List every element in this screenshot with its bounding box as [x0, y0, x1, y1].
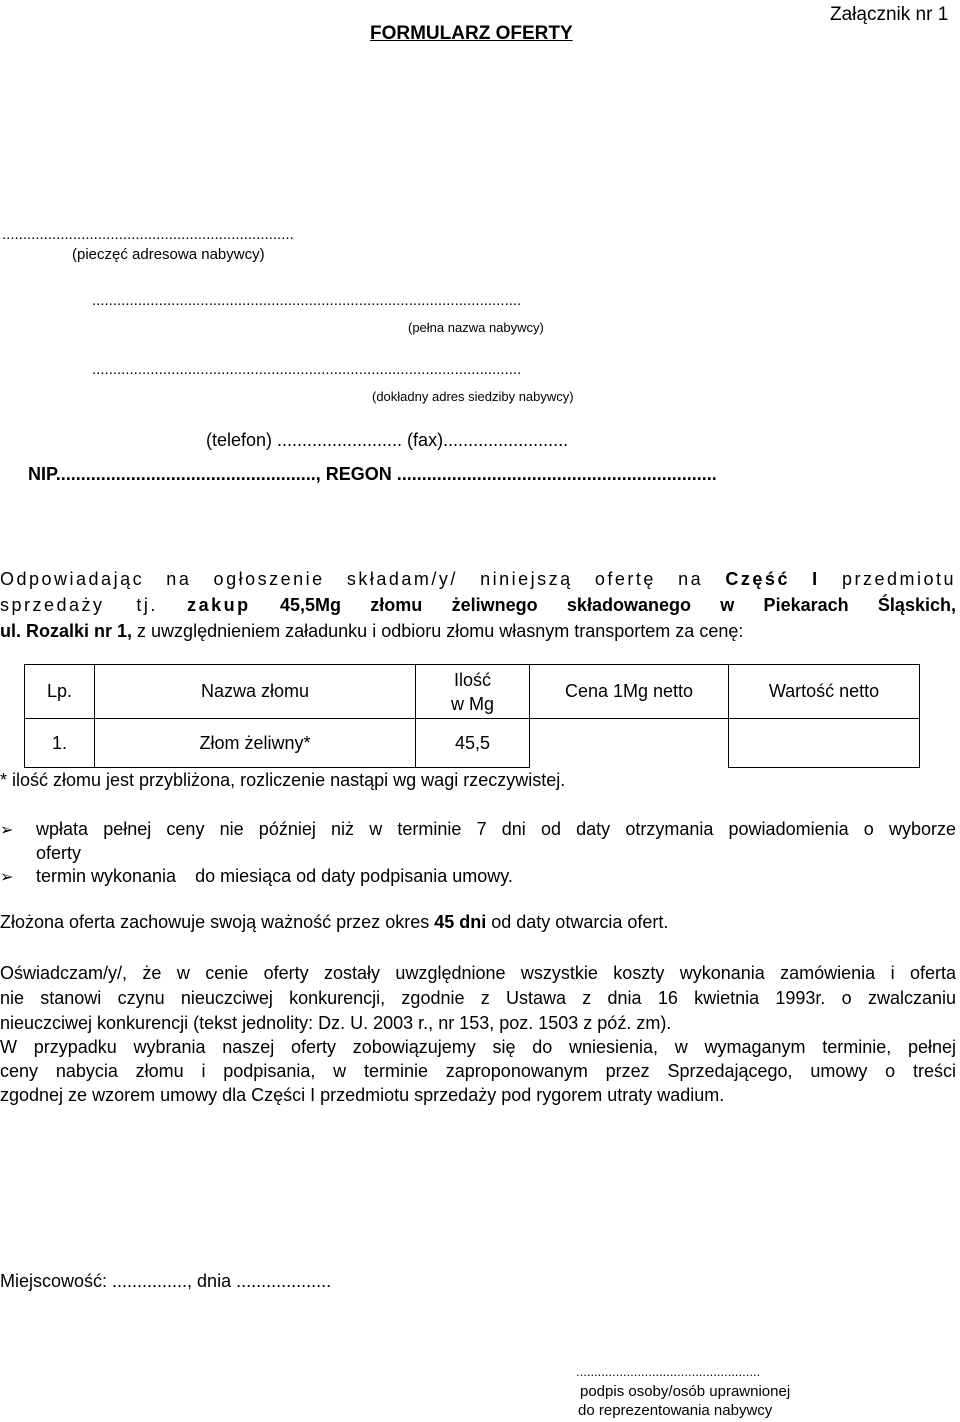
nip-regon-dots[interactable]: ...................................................., REGON ................................................................	[55, 464, 717, 484]
phone-fax-line[interactable]: (telefon) ......................... (fax).........................	[206, 430, 569, 450]
row-net-value[interactable]	[729, 719, 920, 768]
validity-text-1: Złożona oferta zachowuje swoją ważność przez okres	[0, 912, 430, 932]
header-quantity-2: w Mg	[450, 693, 494, 714]
buyer-name-label: (pełna nazwa nabywcy)	[408, 320, 544, 335]
table-header-row	[25, 665, 920, 719]
declaration-line-2: nie stanowi czynu nieuczciwej konkurencji, zgodnie z Ustawa z dnia 16 kwietnia 1993r. o zwalczaniu	[0, 988, 956, 1008]
table-row	[25, 719, 920, 768]
row-unit-price[interactable]	[530, 719, 729, 768]
place-date-line[interactable]: Miejscowość: ..............., dnia ...................	[0, 1271, 332, 1291]
intro-line-3	[0, 621, 743, 642]
intro-line-1	[0, 569, 956, 590]
buyer-address-dots[interactable]: .......................................................................................................	[92, 361, 522, 378]
intro-subject: 45,5Mg złomu żeliwnego składowanego w Piekarach Śląskich,	[279, 595, 956, 615]
buyer-address-label: (dokładny adres siedziby nabywcy)	[372, 389, 574, 404]
signature-dots[interactable]: ...................................................	[576, 1364, 761, 1379]
table-footnote: * ilość złomu jest przybliżona, rozliczenie nastąpi wg wagi rzeczywistej.	[0, 770, 566, 790]
condition-deadline-value: do miesiąca od daty podpisania umowy.	[195, 866, 513, 886]
intro-text-4: z uwzględnieniem załadunku i odbioru złomu własnym transportem za cenę:	[137, 621, 744, 641]
intro-text-1: Odpowiadając na ogłoszenie składam/y/ niniejszą ofertę na	[0, 569, 704, 589]
signature-label-1: podpis osoby/osób uprawnionej	[580, 1383, 791, 1400]
condition-deadline	[36, 866, 513, 887]
validity-days: 45 dni	[434, 912, 487, 932]
header-net-value: Wartość netto	[729, 665, 920, 719]
declaration-line-4: W przypadku wybrania naszej oferty zobowiązujemy się do wniesienia, w wymaganym terminie, pełnej	[0, 1037, 956, 1057]
condition-payment-cont: oferty	[36, 843, 82, 863]
offer-table	[24, 664, 920, 768]
signature-label-2: do reprezentowania nabywcy	[578, 1402, 773, 1419]
validity-text-2: od daty otwarcia ofert.	[491, 912, 669, 932]
buyer-name-dots[interactable]: .......................................................................................................	[92, 292, 522, 309]
row-quantity: 45,5	[416, 719, 530, 768]
row-scrap-name: Złom żeliwny*	[95, 719, 416, 768]
row-lp: 1.	[25, 719, 95, 768]
arrowhead-bullet-icon: ➢	[0, 869, 14, 886]
attachment-label: Załącznik nr 1	[830, 4, 949, 25]
condition-deadline-label: termin wykonania	[36, 866, 177, 886]
declaration-line-6: zgodnej ze wzorem umowy dla Części I przedmiotu sprzedaży pod rygorem utraty wadium.	[0, 1085, 725, 1105]
arrowhead-bullet-icon: ➢	[0, 822, 14, 839]
declaration-line-3: nieuczciwej konkurencji (tekst jednolity: Dz. U. 2003 r., nr 153, poz. 1503 z póź. zm).	[0, 1013, 672, 1033]
condition-payment: wpłata pełnej ceny nie później niż w terminie 7 dni od daty otrzymania powiadomienia o wyborze	[36, 819, 956, 839]
header-quantity	[416, 665, 530, 719]
intro-part: Część I	[725, 569, 820, 589]
nip-label: NIP	[28, 464, 56, 484]
stamp-label: (pieczęć adresowa nabywcy)	[72, 246, 265, 263]
header-lp: Lp.	[25, 665, 95, 719]
intro-line-2	[0, 595, 956, 616]
intro-text-3: sprzedaży tj.	[0, 595, 158, 615]
stamp-dots[interactable]: ......................................................................	[2, 226, 294, 243]
intro-purchase: zakup	[187, 595, 251, 615]
nip-regon-line[interactable]	[28, 464, 717, 485]
form-title: FORMULARZ OFERTY	[370, 23, 573, 44]
declaration-line-1: Oświadczam/y/, że w cenie oferty zostały uwzględnione wszystkie koszty wykonania zamówienia i oferta	[0, 963, 956, 983]
header-quantity-1: Ilość	[453, 669, 491, 690]
header-unit-price: Cena 1Mg netto	[530, 665, 729, 719]
intro-street: ul. Rozalki nr 1,	[0, 621, 133, 641]
offer-validity	[0, 912, 668, 933]
intro-text-2: przedmiotu	[841, 569, 956, 589]
declaration-line-5: ceny nabycia złomu i podpisania, w terminie zaproponowanym przez Sprzedającego, umowy o treści	[0, 1061, 956, 1081]
header-scrap-name: Nazwa złomu	[95, 665, 416, 719]
